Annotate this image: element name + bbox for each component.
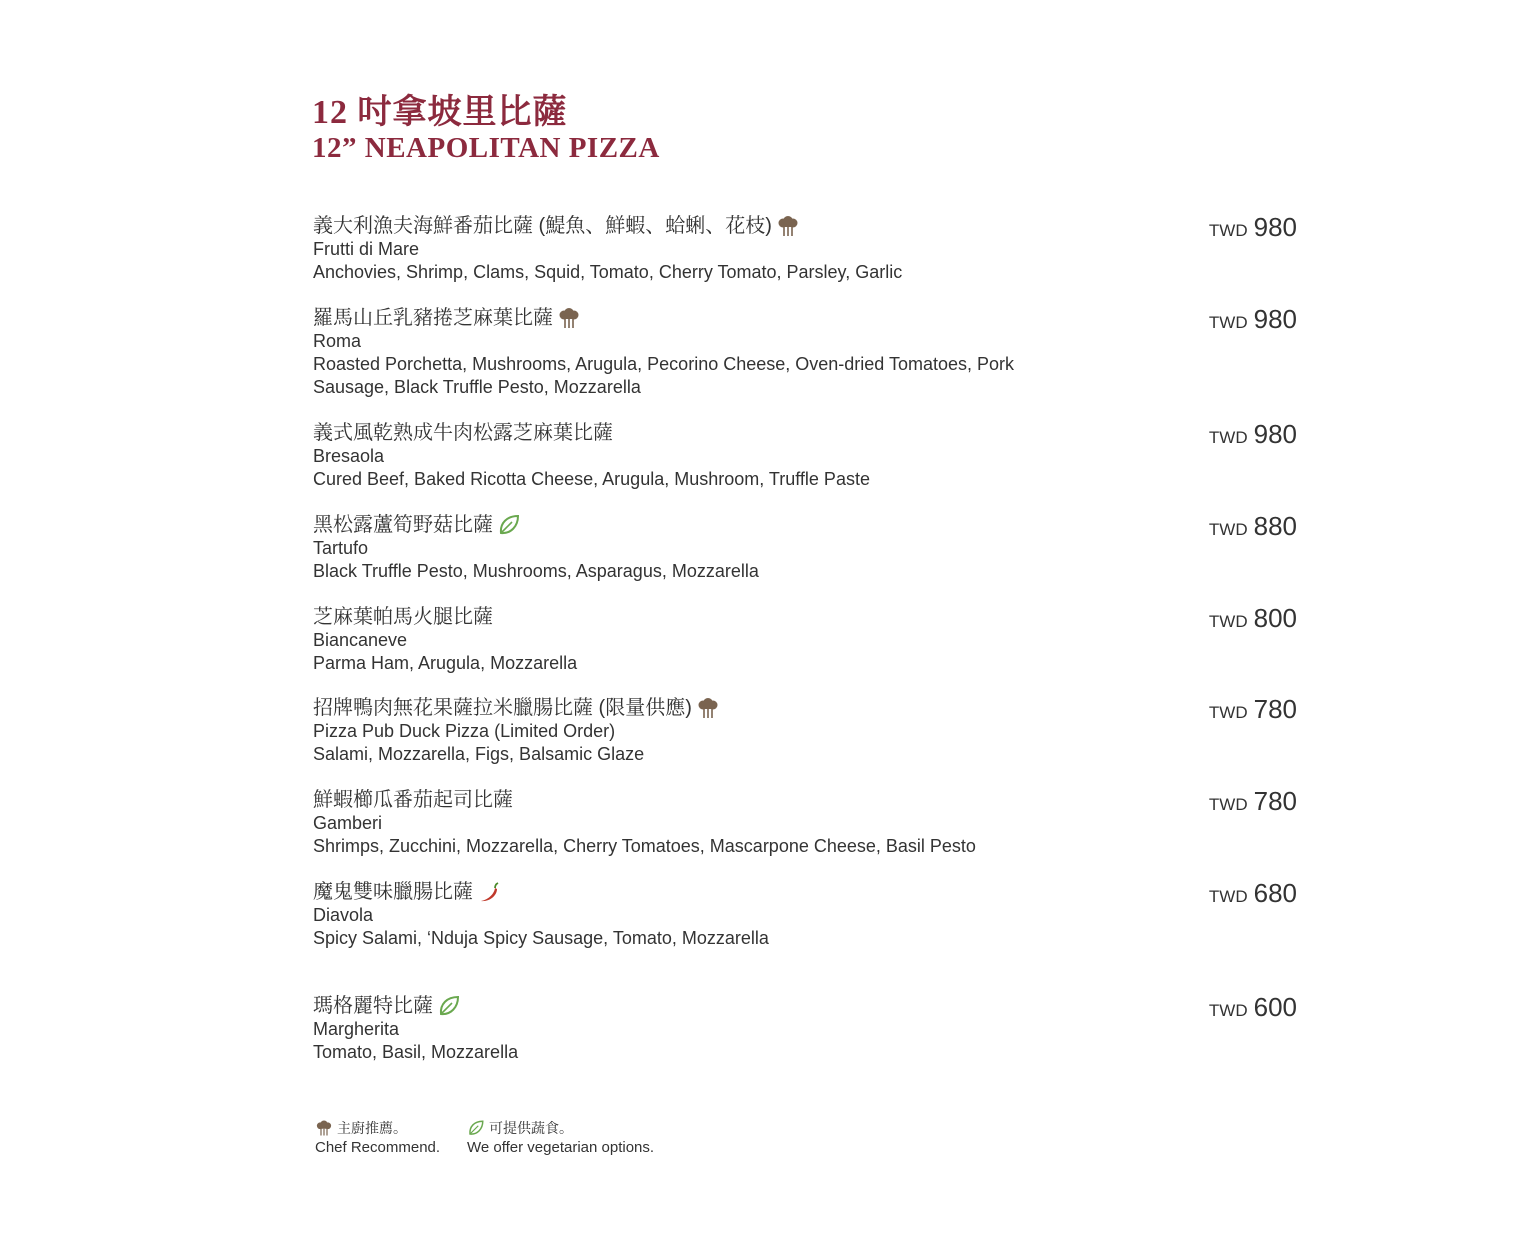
price-currency: TWD xyxy=(1208,795,1248,814)
item-name-zh: 黑松露蘆筍野菇比薩 xyxy=(313,514,493,536)
item-price xyxy=(1209,511,1297,542)
price-amount: 680 xyxy=(1253,878,1297,908)
menu-item xyxy=(313,214,1303,284)
price-amount: 880 xyxy=(1253,511,1297,541)
item-price xyxy=(1209,419,1297,450)
leaf-icon xyxy=(497,513,521,537)
legend-chef-zh: 主廚推薦。 xyxy=(337,1120,407,1136)
price-amount: 780 xyxy=(1253,786,1297,816)
item-price xyxy=(1209,694,1297,725)
item-name-en: Tartufo xyxy=(313,538,369,558)
price-amount: 800 xyxy=(1253,603,1297,633)
menu-item xyxy=(313,421,1303,491)
legend-chef-en: Chef Recommend. xyxy=(315,1139,441,1156)
item-name-zh: 義大利漁夫海鮮番茄比薩 (鯷魚、鮮蝦、蛤蜊、花枝) xyxy=(313,215,772,237)
price-currency: TWD xyxy=(1208,887,1248,906)
chili-icon xyxy=(477,880,501,904)
leaf-icon xyxy=(467,1119,485,1137)
item-name-zh: 鮮蝦櫛瓜番茄起司比薩 xyxy=(313,789,513,811)
menu-item xyxy=(313,513,1303,583)
item-price xyxy=(1209,304,1297,335)
price-currency: TWD xyxy=(1208,313,1248,332)
item-price xyxy=(1209,786,1297,817)
price-amount: 980 xyxy=(1253,304,1297,334)
page-title-en: 12” NEAPOLITAN PIZZA xyxy=(312,132,660,164)
chef-hat-icon xyxy=(696,696,720,720)
menu-item xyxy=(313,880,1303,950)
item-price xyxy=(1209,992,1297,1023)
leaf-icon xyxy=(437,994,461,1018)
item-description: Tomato, Basil, Mozzarella xyxy=(313,1042,519,1062)
chef-hat-icon xyxy=(557,306,581,330)
price-currency: TWD xyxy=(1208,612,1248,631)
item-name-en: Bresaola xyxy=(313,446,385,466)
price-currency: TWD xyxy=(1208,428,1248,447)
item-description: Salami, Mozzarella, Figs, Balsamic Glaze xyxy=(313,744,645,764)
menu-item xyxy=(313,994,1303,1064)
price-currency: TWD xyxy=(1208,703,1248,722)
item-name-zh: 魔鬼雙味臘腸比薩 xyxy=(313,881,473,903)
legend-chef-recommend xyxy=(315,1118,440,1158)
menu-item xyxy=(313,605,1303,675)
chef-hat-icon xyxy=(776,214,800,238)
item-name-en: Margherita xyxy=(313,1019,400,1039)
item-name-en: Roma xyxy=(313,331,362,351)
item-name-zh: 義式風乾熟成牛肉松露芝麻葉比薩 xyxy=(313,422,613,444)
menu-item xyxy=(313,306,1303,399)
item-price xyxy=(1209,878,1297,909)
item-price xyxy=(1209,212,1297,243)
legend-veg-zh: 可提供蔬食。 xyxy=(489,1120,573,1136)
item-description: Cured Beef, Baked Ricotta Cheese, Arugula, Mushroom, Truffle Paste xyxy=(313,469,870,489)
price-currency: TWD xyxy=(1208,520,1248,539)
price-currency: TWD xyxy=(1208,221,1248,240)
menu-item xyxy=(313,788,1303,858)
price-currency: TWD xyxy=(1208,1001,1248,1020)
item-description: Anchovies, Shrimp, Clams, Squid, Tomato, Cherry Tomato, Parsley, Garlic xyxy=(313,262,903,282)
price-amount: 980 xyxy=(1253,419,1297,449)
item-name-en: Biancaneve xyxy=(313,630,408,650)
item-description: Black Truffle Pesto, Mushrooms, Asparagus, Mozzarella xyxy=(313,561,759,581)
item-name-zh: 招牌鴨肉無花果薩拉米臘腸比薩 (限量供應) xyxy=(313,697,692,719)
menu-item xyxy=(313,696,1303,766)
item-name-en: Diavola xyxy=(313,905,374,925)
price-amount: 600 xyxy=(1253,992,1297,1022)
item-description: Spicy Salami, ‘Nduja Spicy Sausage, Tomato, Mozzarella xyxy=(313,928,769,948)
price-amount: 780 xyxy=(1253,694,1297,724)
chef-hat-icon xyxy=(315,1119,333,1137)
item-name-en: Gamberi xyxy=(313,813,383,833)
item-description: Roasted Porchetta, Mushrooms, Arugula, Pecorino Cheese, Oven-dried Tomatoes, Pork Sausage, Black Truffle Pesto, Mozzarella xyxy=(313,354,1015,397)
item-name-zh: 羅馬山丘乳豬捲芝麻葉比薩 xyxy=(313,307,553,329)
item-name-zh: 芝麻葉帕馬火腿比薩 xyxy=(313,606,493,628)
price-amount: 980 xyxy=(1253,212,1297,242)
item-description: Shrimps, Zucchini, Mozzarella, Cherry Tomatoes, Mascarpone Cheese, Basil Pesto xyxy=(313,836,976,856)
item-name-en: Pizza Pub Duck Pizza (Limited Order) xyxy=(313,721,616,741)
legend-vegetarian xyxy=(467,1118,654,1158)
item-description: Parma Ham, Arugula, Mozzarella xyxy=(313,653,578,673)
item-name-en: Frutti di Mare xyxy=(313,239,420,259)
item-name-zh: 瑪格麗特比薩 xyxy=(313,995,433,1017)
item-price xyxy=(1209,603,1297,634)
page-title-zh: 12 吋拿坡里比薩 xyxy=(312,94,568,131)
legend-veg-en: We offer vegetarian options. xyxy=(467,1139,655,1156)
